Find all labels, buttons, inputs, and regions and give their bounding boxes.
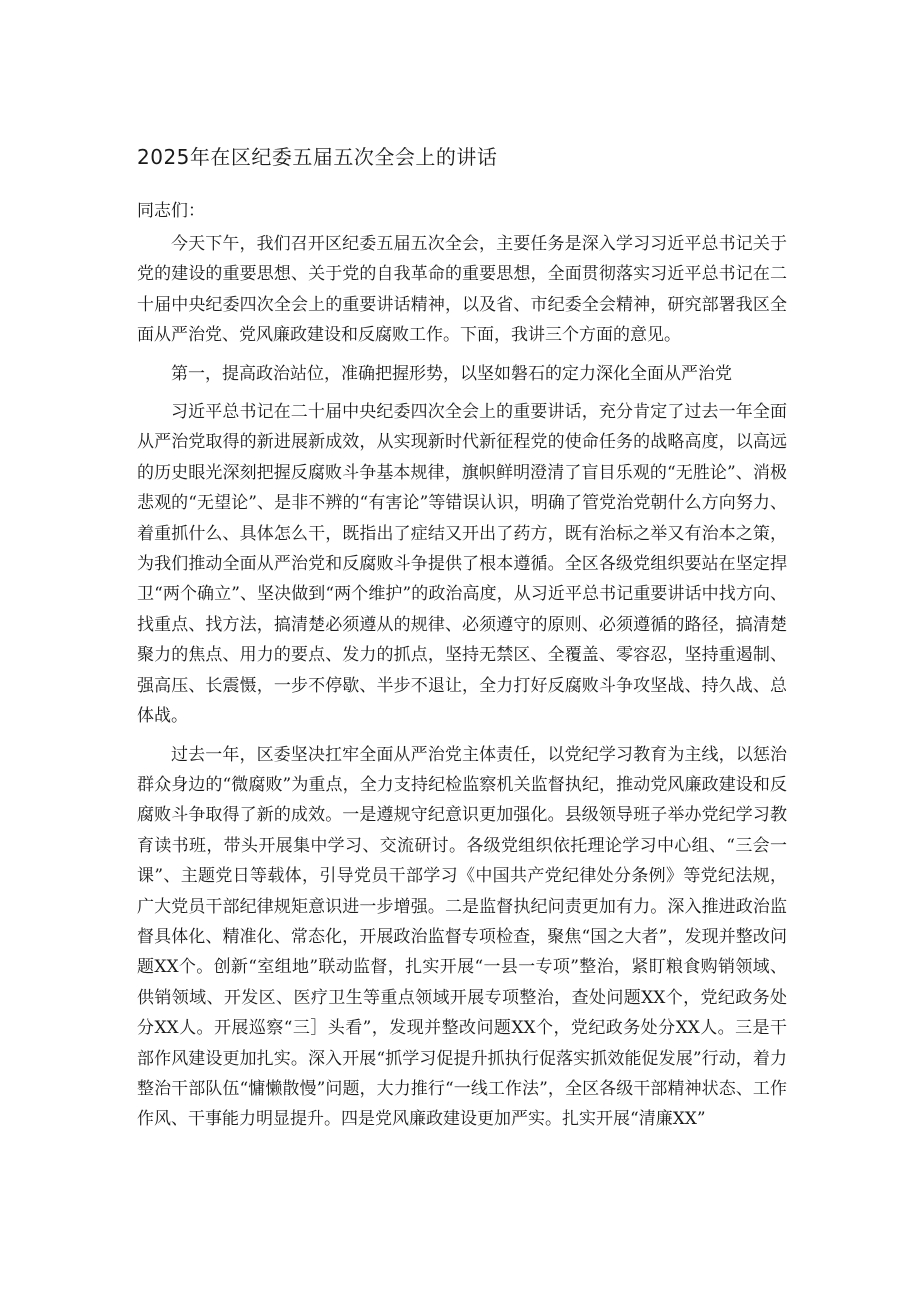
paragraph-past-year-review: 过去一年，区委坚决扛牢全面从严治党主体责任，以党纪学习教育为主线，以惩治群众身边的“微腐败”为重点，全力支持纪检监察机关监督执纪，推动党风廉政建设和反腐败斗争取得了新的成效。一是遵规守纪意识更加强化。县级领导班子举办党纪学习教育读书班，带头开展集中学习、交流研讨。各级党组织依托理论学习中心组、“三会一课”、主题党日等载体，引导党员干部学习《中国共产党纪律处分条例》等党纪法规，广大党员干部纪律规矩意识进一步增强。二是监督执纪问责更加有力。深入推进政治监督具体化、精准化、常态化，开展政治监督专项检查，聚焦“国之大者”，发现并整改问题XX个。创新“室组地”联动监督，扎实开展“一县一专项”整治，紧盯粮食购销领域、供销领域、开发区、医疗卫生等重点领域开展专项整治，查处问题XX个，党纪政务处分XX人。开展巡察“三］头看”，发现并整改问题XX个，党纪政务处分XX人。三是干部作风建设更加扎实。深入开展“抓学习促提升抓执行促落实抓效能促发展”行动，着力整治干部队伍“慵懒散慢”问题，大力推行“一线工作法”，全区各级干部精神状态、工作作风、干事能力明显提升。四是党风廉政建设更加严实。扎实开展“清廉XX” xyxy=(137,744,787,1130)
document-body xyxy=(137,229,787,1143)
document-title: 2025年在区纪委五届五次全会上的讲话 xyxy=(137,145,498,169)
paragraph-speech-significance: 习近平总书记在二十届中央纪委四次全会上的重要讲话，充分肯定了过去一年全面从严治党取得的新进展新成效，从实现新时代新征程党的使命任务的战略高度，以高远的历史眼光深刻把握反腐败斗争基本规律，旗帜鲜明澄清了盲目乐观的“无胜论”、消极悲观的“无望论”、是非不辨的“有害论”等错误认识，明确了管党治党朝什么方向努力、着重抓什么、具体怎么干，既指出了症结又开出了药方，既有治标之举又有治本之策，为我们推动全面从严治党和反腐败斗争提供了根本遵循。全区各级党组织要站在坚定捍卫“两个确立”、坚决做到“两个维护”的政治高度，从习近平总书记重要讲话中找方向、找重点、找方法，搞清楚必须遵从的规律、必须遵守的原则、必须遵循的路径，搞清楚聚力的焦点、用力的要点、发力的抓点，坚持无禁区、全覆盖、零容忍，坚持重遏制、强高压、长震慑，一步不停歇、半步不退让，全力打好反腐败斗争攻坚战、持久战、总体战。 xyxy=(137,402,787,727)
paragraph-intro: 今天下午，我们召开区纪委五届五次全会，主要任务是深入学习习近平总书记关于党的建设的重要思想、关于党的自我革命的重要思想，全面贯彻落实习近平总书记在二十届中央纪委四次全会上的重要讲话精神，以及省、市纪委全会精神，研究部署我区全面从严治党、党风廉政建设和反腐败工作。下面，我讲三个方面的意见。 xyxy=(137,234,787,346)
section-heading-first: 第一，提高政治站位，准确把握形势，以坚如磐石的定力深化全面从严治党 xyxy=(171,363,732,384)
salutation: 同志们： xyxy=(137,201,205,221)
